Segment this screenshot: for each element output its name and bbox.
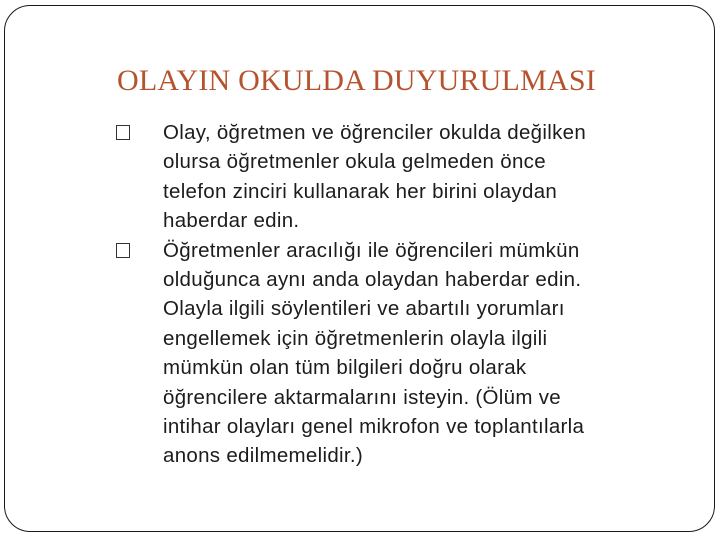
checkbox-square-icon (116, 125, 130, 140)
bullet-line: telefon zinciri kullanarak her birini olaydan (163, 179, 558, 203)
slide-title: OLAYIN OKULDA DUYURULMASI (117, 64, 596, 97)
bullet-item-1 (116, 118, 696, 236)
bullet-line: anons edilmemelidir.) (163, 444, 363, 468)
bullet-item-2 (116, 236, 696, 471)
bullet-line: olursa öğretmenler okula gelmeden önce (163, 150, 546, 174)
bullet-list (116, 118, 696, 471)
bullet-line: intihar olayları genel mikrofon ve toplantılarla (163, 415, 585, 439)
bullet-line: Öğretmenler aracılığı ile öğrencileri mümkün (163, 238, 580, 262)
bullet-line: mümkün olan tüm bilgileri doğru olarak (163, 356, 527, 380)
checkbox-square-icon (116, 243, 130, 258)
bullet-line: Olay, öğretmen ve öğrenciler okulda değilken (163, 121, 587, 144)
bullet-line: öğrencilere aktarmalarını isteyin. (Ölüm ve (163, 385, 561, 409)
bullet-line: engellemek için öğretmenlerin olayla ilgili (163, 326, 548, 350)
bullet-line: Olayla ilgili söylentileri ve abartılı yorumları (163, 297, 565, 321)
bullet-line: olduğunca aynı anda olaydan haberdar edin. (163, 268, 582, 292)
bullet-line: haberdar edin. (163, 209, 300, 233)
